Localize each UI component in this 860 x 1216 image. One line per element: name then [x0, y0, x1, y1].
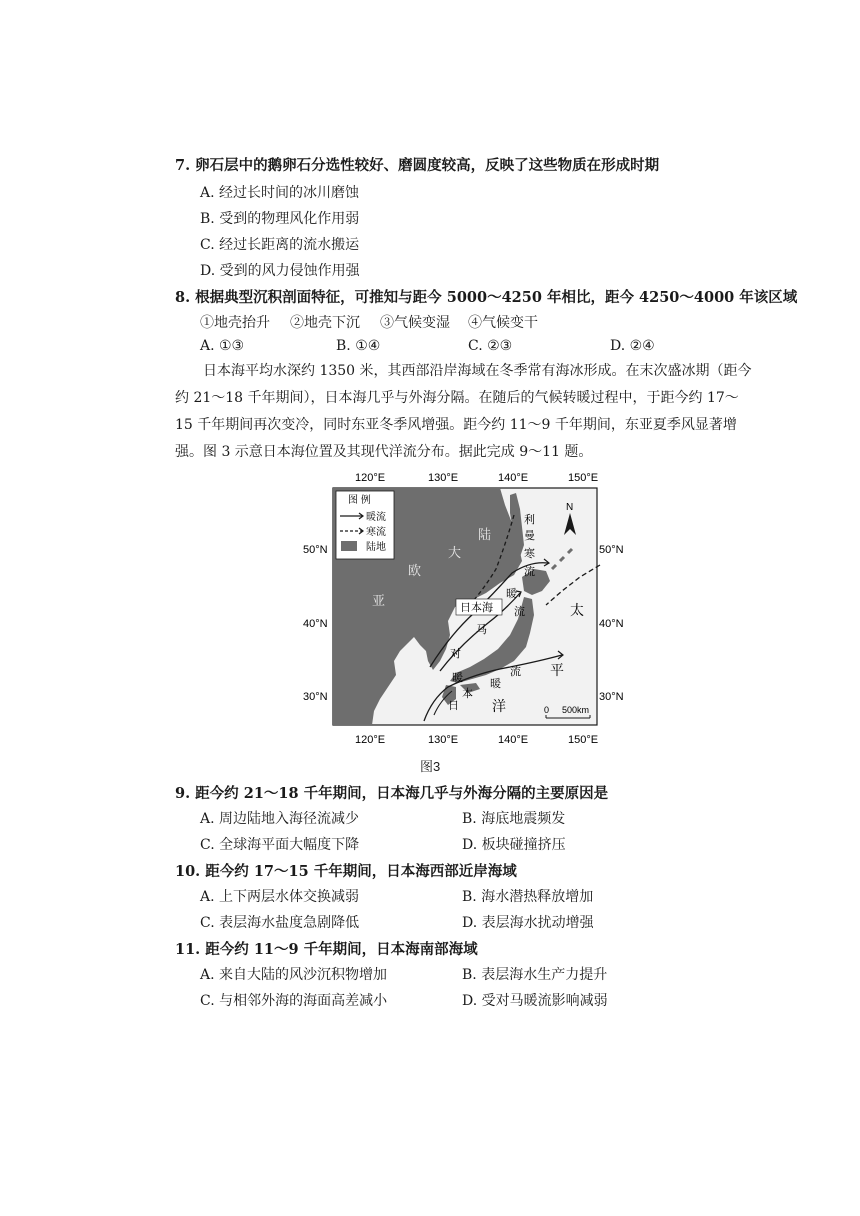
- label-nuan-1: 暖: [506, 588, 517, 600]
- question-11-stem: 11. 距今约 11～9 千年期间，日本海南部海域: [175, 941, 478, 958]
- q8-option-c: C. ②③: [468, 338, 513, 354]
- label-ri: 日: [448, 700, 459, 712]
- label-ping: 平: [550, 662, 564, 678]
- q8-option-d: D. ②④: [610, 338, 655, 354]
- sea-name-label: 日本海: [460, 602, 493, 614]
- lon-top-150: 150°E: [568, 472, 599, 484]
- lat-left-40: 40°N: [303, 618, 328, 630]
- q11-option-d: D. 受对马暖流影响减弱: [462, 993, 608, 1009]
- q9-option-a: A. 周边陆地入海径流减少: [200, 811, 360, 827]
- question-10-stem: 10. 距今约 17～15 千年期间，日本海西部近岸海域: [175, 863, 517, 880]
- q9-option-d: D. 板块碰撞挤压: [462, 837, 566, 853]
- label-tai: 太: [570, 602, 584, 618]
- label-yang: 洋: [492, 698, 506, 714]
- label-ya: 亚: [372, 593, 386, 608]
- label-rb-liu: 流: [510, 666, 521, 678]
- label-lu: 陆: [478, 527, 492, 542]
- japan-sea-map: [300, 465, 624, 755]
- label-liman-1: 利: [524, 514, 535, 526]
- lat-left-30: 30°N: [303, 691, 328, 703]
- north-label: N: [566, 502, 574, 513]
- label-liman-2: 曼: [524, 530, 535, 542]
- lon-bottom-140: 140°E: [498, 734, 529, 746]
- lon-bottom-150: 150°E: [568, 734, 599, 746]
- label-rb-nuan: 暖: [490, 678, 501, 690]
- q7-option-c: C. 经过长距离的流水搬运: [200, 237, 360, 253]
- q8-option-b: B. ①④: [336, 338, 381, 354]
- q11-option-c: C. 与相邻外海的海面高差减小: [200, 993, 388, 1009]
- q7-option-b: B. 受到的物理风化作用弱: [200, 211, 360, 227]
- lat-right-30: 30°N: [599, 691, 624, 703]
- label-nuan-2: 流: [514, 606, 525, 618]
- q8-item-3: ③气候变湿: [380, 315, 450, 331]
- lon-top-130: 130°E: [428, 472, 459, 484]
- q7-option-a: A. 经过长时间的冰川磨蚀: [200, 185, 360, 201]
- q10-option-c: C. 表层海水盐度急剧降低: [200, 915, 360, 931]
- lon-bottom-120: 120°E: [355, 734, 386, 746]
- lon-bottom-130: 130°E: [428, 734, 459, 746]
- label-dui: 对: [450, 648, 461, 660]
- lat-left-50: 50°N: [303, 544, 328, 556]
- scale-label: 500km: [562, 705, 590, 715]
- q8-item-2: ②地壳下沉: [290, 315, 360, 331]
- label-ben: 本: [462, 688, 473, 700]
- label-da: 大: [448, 545, 462, 560]
- label-ou: 欧: [408, 563, 422, 578]
- figure-caption: 图3: [420, 759, 441, 774]
- legend-land-label: 陆地: [366, 542, 386, 553]
- q8-option-a: A. ①③: [200, 338, 245, 354]
- label-liman-3: 寒: [524, 548, 535, 560]
- lat-right-50: 50°N: [599, 544, 624, 556]
- legend-warm-label: 暖流: [366, 512, 386, 523]
- map-svg: [300, 465, 624, 755]
- q10-option-b: B. 海水潜热释放增加: [462, 889, 594, 905]
- lat-right-40: 40°N: [599, 618, 624, 630]
- q11-option-a: A. 来自大陆的风沙沉积物增加: [200, 967, 388, 983]
- lon-top-120: 120°E: [355, 472, 386, 484]
- reading-passage: [175, 358, 755, 466]
- legend-land-swatch: [341, 541, 357, 551]
- label-ma: 马: [476, 624, 487, 636]
- q10-option-d: D. 表层海水扰动增强: [462, 915, 594, 931]
- question-8-stem: 8. 根据典型沉积剖面特征，可推知与距今 5000～4250 年相比，距今 4250～4000 年该区域: [175, 289, 798, 306]
- q9-option-c: C. 全球海平面大幅度下降: [200, 837, 360, 853]
- q7-option-d: D. 受到的风力侵蚀作用强: [200, 263, 360, 279]
- label-jin: 暖: [452, 672, 463, 684]
- q8-item-4: ④气候变干: [468, 315, 538, 331]
- q9-option-b: B. 海底地震频发: [462, 811, 566, 827]
- question-7-stem: 7. 卵石层中的鹅卵石分选性较好、磨圆度较高，反映了这些物质在形成时期: [175, 157, 660, 174]
- legend-cold-label: 寒流: [366, 527, 386, 538]
- q10-option-a: A. 上下两层水体交换减弱: [200, 889, 360, 905]
- q8-item-1: ①地壳抬升: [200, 315, 270, 331]
- question-9-stem: 9. 距今约 21～18 千年期间，日本海几乎与外海分隔的主要原因是: [175, 785, 609, 802]
- legend-title: 图 例: [348, 495, 371, 506]
- lon-top-140: 140°E: [498, 472, 529, 484]
- label-liman-4: 流: [524, 566, 535, 578]
- scale-zero: 0: [544, 705, 550, 715]
- passage-text: 日本海平均水深约 1350 米，其西部沿岸海域在冬季常有海冰形成。在末次盛冰期（距今约 21～18 千年期间），日本海几乎与外海分隔。在随后的气候转暖过程中，于距今约 17～15 千年期间再次变冷，同时东亚冬季风增强。距今约 11～9 千年期间，东亚夏季风显著增强。图 3 示意日本海位置及其现代洋流分布。据此完成 9～11 题。: [175, 363, 752, 460]
- q11-option-b: B. 表层海水生产力提升: [462, 967, 608, 983]
